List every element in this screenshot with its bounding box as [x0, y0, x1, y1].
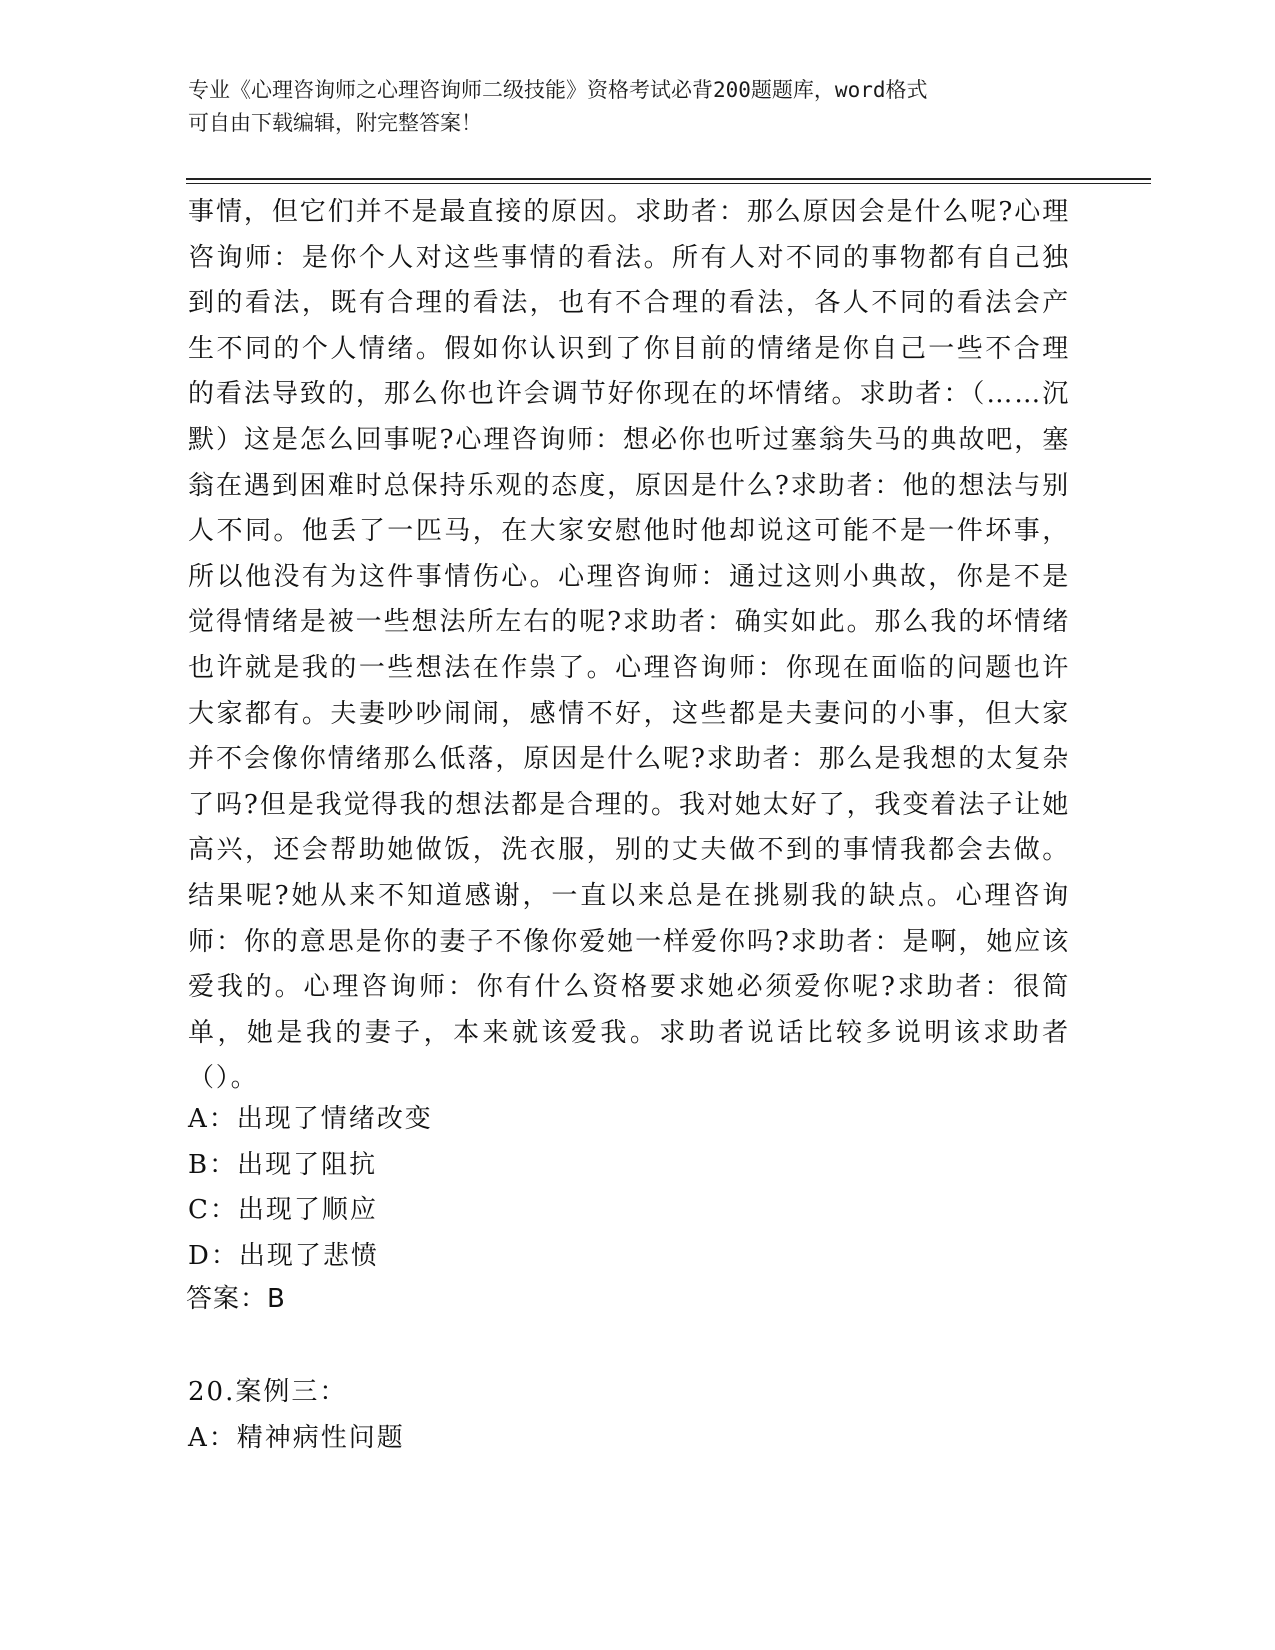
- option-a: A：出现了情绪改变: [188, 1104, 433, 1134]
- question-19-passage: 事情，但它们并不是最直接的原因。求助者：那么原因会是什么呢?心理咨询师：是你个人对这些事情的看法。所有人对不同的事物都有自己独到的看法，既有合理的看法，也有不合理的看法，各人不同的看法会产生不同的个人情绪。假如你认识到了你目前的情绪是你自己一些不合理的看法导致的，那么你也许会调节好你现在的坏情绪。求助者：（……沉默）这是怎么回事呢?心理咨询师：想必你也听过塞翁失马的典故吧，塞翁在遇到困难时总保持乐观的态度，原因是什么?求助者：他的想法与别人不同。他丢了一匹马，在大家安慰他时他却说这可能不是一件坏事，所以他没有为这件事情伤心。心理咨询师：通过这则小典故，你是不是觉得情绪是被一些想法所左右的呢?求助者：确实如此。那么我的坏情绪也许就是我的一些想法在作祟了。心理咨询师：你现在面临的问题也许大家都有。夫妻吵吵闹闹，感情不好，这些都是夫妻问的小事，但大家并不会像你情绪那么低落，原因是什么呢?求助者：那么是我想的太复杂了吗?但是我觉得我的想法都是合理的。我对她太好了，我变着法子让她高兴，还会帮助她做饭，洗衣服，别的丈夫做不到的事情我都会去做。结果呢?她从来不知道感谢，一直以来总是在挑剔我的缺点。心理咨询师：你的意思是你的妻子不像你爱她一样爱你吗?求助者：是啊，她应该爱我的。心理咨询师：你有什么资格要求她必须爱你呢?求助者：很简单，她是我的妻子，本来就该爱我。求助者说话比较多说明该求助者（）。: [188, 197, 1070, 1094]
- question-19-options: [188, 1097, 1068, 1279]
- document-header: [188, 74, 1068, 140]
- option-b: B：出现了阻抗: [188, 1149, 378, 1180]
- question-20: [188, 1370, 1068, 1461]
- question-20-option-a: A：精神病性问题: [188, 1422, 405, 1453]
- option-d: D：出现了悲愤: [188, 1240, 379, 1271]
- option-c: C：出现了顺应: [188, 1195, 378, 1225]
- header-divider: [186, 178, 1151, 184]
- question-20-title: 20.案例三：: [188, 1377, 348, 1407]
- header-line-1: 专业《心理咨询师之心理咨询师二级技能》资格考试必背200题题库，word格式: [188, 78, 928, 102]
- question-19-answer: 答案：B: [186, 1284, 286, 1314]
- header-line-2: 可自由下载编辑，附完整答案！: [188, 111, 482, 135]
